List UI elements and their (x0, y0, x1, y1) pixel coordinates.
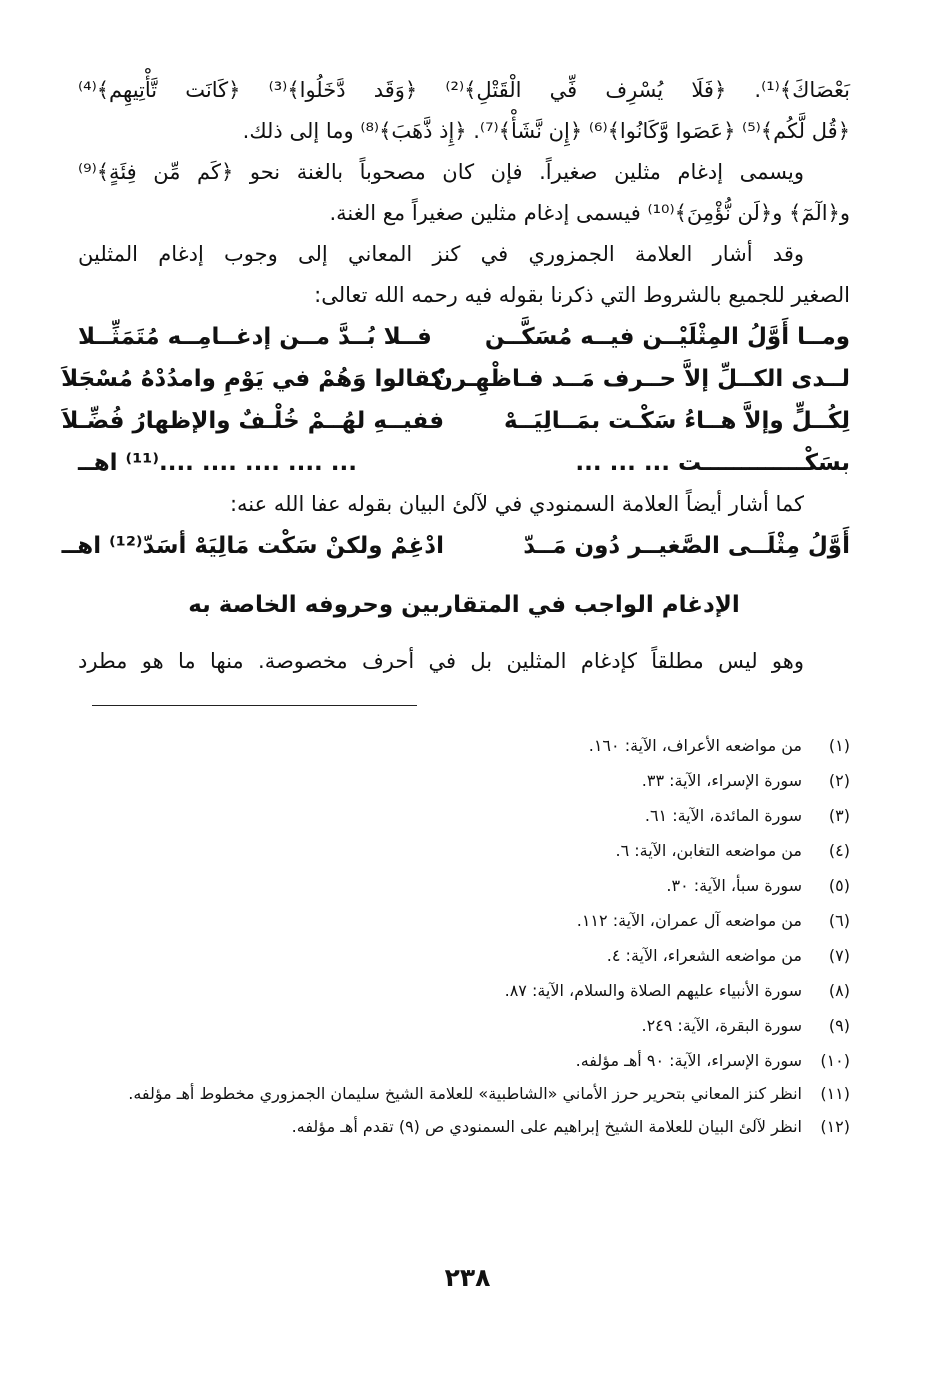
page-number: ٢٣٨ (444, 1263, 491, 1292)
footnote-text: سورة البقرة، الآية: ٢٤٩. (641, 1016, 802, 1035)
footnote (78, 728, 850, 763)
footnote-text: انظر كنز المعاني بتحرير حرز الأماني «الشاطبية» للعلامة الشيخ سليمان الجمزوري مخطوط أهـ مؤلفه. (128, 1084, 802, 1103)
verse-first-hemistich: ومــا أَوَّلُ المِثْلَيْــن فيــه مُسَكَّــن (484, 324, 850, 350)
footnote-number: (٣) (828, 806, 850, 825)
footnote (78, 938, 850, 973)
text-line: وهو ليس مطلقاً كإدغام المثلين بل في أحرف مخصوصة. منها ما هو مطرد (78, 649, 804, 673)
footnote-number: (٨) (828, 981, 850, 1000)
text-line: الصغير للجميع بالشروط التي ذكرنا بقوله فيه رحمه الله تعالى: (314, 283, 850, 307)
footnote-text: سورة الإسراء، الآية: ٣٣. (641, 771, 802, 790)
footnote-number: (٥) (828, 876, 850, 895)
verse-line (78, 442, 850, 484)
verse-first-hemistich: بسَكْـــــــــــــت ... ... ... (575, 450, 850, 476)
footnote-number: (٧) (828, 946, 850, 965)
verse-second-hemistich: كقالوا وَهُمْ في يَوْمِ وامدُدْهُ مُسْجَلاَ (61, 366, 444, 392)
footnote (78, 1008, 850, 1043)
footnote-text: سورة الإسراء، الآية: ٩٠ أهـ مؤلفه. (575, 1051, 802, 1070)
verse-first-hemistich: لــدى الكــلِّ إلاَّ حــرف مَــد فـاظْهِـرنْ (433, 366, 850, 392)
footnote-text: سورة سبأ، الآية: ٣٠. (666, 876, 802, 895)
verse-line (61, 358, 850, 400)
footnote-text: سورة المائدة، الآية: ٦١. (644, 806, 802, 825)
footnote (78, 1109, 850, 1144)
footnote-text: سورة الأنبياء عليهم الصلاة والسلام، الآية: ٨٧. (504, 981, 802, 1000)
footnote-text: من مواضعه الشعراء، الآية: ٤. (606, 946, 802, 965)
footnote-number: (١١) (820, 1084, 850, 1103)
text-line: كما أشار أيضاً العلامة السمنودي في لآلئ البيان بقوله عفا الله عنه: (229, 492, 804, 516)
footnote (78, 833, 850, 868)
footnote (78, 1078, 850, 1109)
verse-line (78, 316, 850, 358)
footnote (78, 868, 850, 903)
text-line: ﴿قُل لَّكُم﴾⁽⁵⁾ ﴿عَصَوا وَّكَانُوا﴾⁽⁶⁾ ﴿إِن نَّشَأْ﴾⁽⁷⁾. ﴿إِذ ذَّهَبَ﴾⁽⁸⁾ وما إلى ذلك. (242, 119, 850, 143)
footnote-number: (٦) (828, 911, 850, 930)
footnote-divider (92, 705, 417, 706)
verse-second-hemistich: ادْغِمْ ولكنْ سَكْت مَالِيَهْ أسَدّ⁽¹²⁾ اهــ (61, 533, 444, 559)
verse-line (61, 525, 850, 567)
verse-second-hemistich: ... .... .... .... ....⁽¹¹⁾ اهــ (78, 450, 358, 476)
footnote-text: من مواضعه التغابن، الآية: ٦. (615, 841, 802, 860)
verse-line (61, 400, 850, 442)
footnote (78, 763, 850, 798)
text-line: وقد أشار العلامة الجمزوري في كنز المعاني إلى وجوب إدغام المثلين (78, 242, 804, 266)
verse-first-hemistich: أَوَّلُ مِثْلَــى الصَّغيــر دُون مَــدّ (523, 533, 850, 559)
footnote-number: (١٠) (820, 1051, 850, 1070)
footnote-number: (٤) (828, 841, 850, 860)
verse-second-hemistich: ففيــهِ لهُــمْ خُلْـفٌ والإظهارُ فُضِّـلاَ (61, 408, 444, 434)
main-text (61, 70, 851, 682)
footnote (78, 798, 850, 833)
footnote-number: (١) (828, 736, 850, 755)
footnote-number: (١٢) (820, 1117, 850, 1136)
footnote (78, 903, 850, 938)
footnote-text: انظر لآلئ البيان للعلامة الشيخ إبراهيم على السمنودي ص (٩) تقدم أهـ مؤلفه. (291, 1117, 802, 1136)
footnote (78, 1043, 850, 1078)
footnote-text: من مواضعه آل عمران، الآية: ١١٢. (576, 911, 802, 930)
text-line: بَعْصَاكَ﴾⁽¹⁾. ﴿فَلَا يُسْرِف فِّي الْقَتْلِ﴾⁽²⁾ ﴿وَقَد دَّخَلُوا﴾⁽³⁾ ﴿كَانَت تَّأْتِيهِم﴾⁽⁴⁾ (78, 78, 851, 102)
text-line: و﴿الٓمٓ﴾ و﴿لَن نُّؤْمِنَ﴾⁽¹⁰⁾ فيسمى إدغام مثلين صغيراً مع الغنة. (329, 201, 850, 225)
footnote (78, 973, 850, 1008)
footnote-number: (٢) (828, 771, 850, 790)
footnote-text: من مواضعه الأعراف، الآية: ١٦٠. (588, 736, 802, 755)
footnote-number: (٩) (828, 1016, 850, 1035)
text-line: ويسمى إدغام مثلين صغيراً. فإن كان مصحوباً بالغنة نحو ﴿كَم مِّن فِئَةٍ﴾⁽⁹⁾ (78, 160, 804, 184)
verse-first-hemistich: لِكُــلٍّ وإلاَّ هــاءُ سَكْـت بمَــالِيَــهْ (504, 408, 850, 434)
footnotes (78, 728, 850, 1144)
verse-second-hemistich: فــلا بُــدَّ مــن إدغــامِــه مُتَمَثِّــلا (78, 324, 432, 350)
section-heading: الإدغام الواجب في المتقاربين وحروفه الخاصة به (188, 592, 740, 618)
